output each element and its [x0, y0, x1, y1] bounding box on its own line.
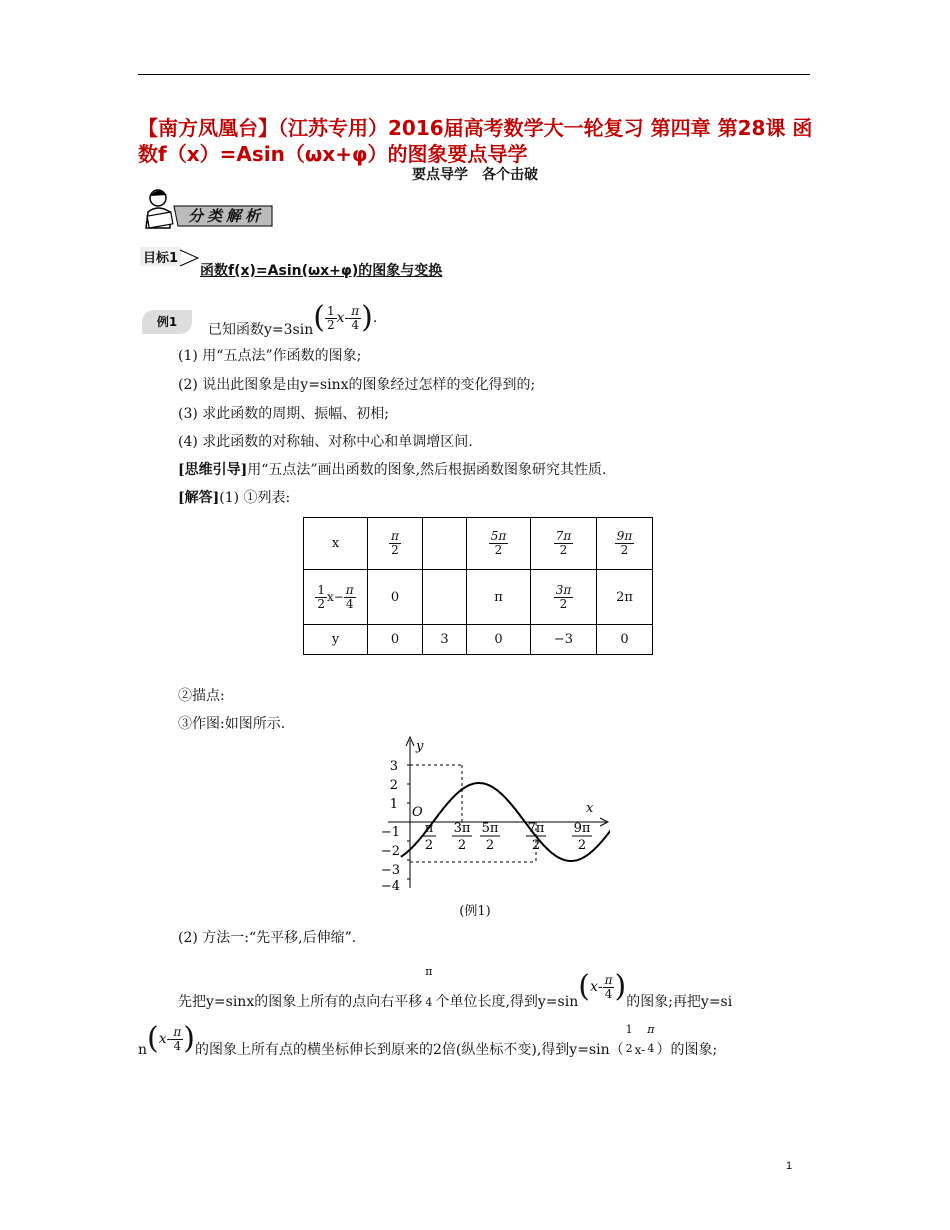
y-tick-label: −4	[380, 879, 400, 892]
transform-line-2: n(x- $\frac{\pi}{4}$ )的图象上所有点的横坐标伸长到原来的2倍(纵坐标不变),得到y=sin（ 1 2 x- π 4 ）的图象;	[138, 1021, 718, 1058]
table-cell: 0	[368, 625, 423, 655]
table-cell: $\frac{9\pi}{2}$	[597, 518, 653, 570]
x-tick-label	[572, 821, 592, 853]
svg-text:2: 2	[457, 838, 467, 853]
x-tick-label	[480, 821, 500, 853]
category-banner	[140, 186, 274, 230]
svg-text:9π: 9π	[573, 821, 591, 836]
x-tick-label	[422, 821, 436, 853]
figure-caption: (例1)	[459, 904, 491, 919]
y-tick-label: 1	[389, 797, 398, 812]
page-subtitle: 要点导学 各个击破	[412, 167, 538, 183]
svg-text:2: 2	[485, 838, 495, 853]
svg-text:3π: 3π	[453, 821, 471, 836]
table-cell: 0	[368, 570, 423, 625]
step-plot-points: ②描点:	[178, 688, 225, 704]
y-axis-label: y	[416, 739, 424, 754]
y-tick-label: 2	[389, 778, 398, 793]
x-ticks	[422, 821, 592, 853]
table-cell: −3	[531, 625, 597, 655]
table-cell: 3	[423, 625, 467, 655]
table-cell: $\frac{\pi}{2}$	[368, 518, 423, 570]
svg-text:2: 2	[531, 838, 541, 853]
svg-text:2: 2	[577, 838, 587, 853]
header-rule	[138, 74, 810, 75]
table-cell: $\frac{1}{2}$ x− $\frac{\pi}{4}$	[304, 570, 368, 625]
svg-text:7π: 7π	[527, 821, 545, 836]
table-cell: $\frac{3\pi}{2}$	[531, 570, 597, 625]
hint-line: [思维引导]用“五点法”画出函数的图象,然后根据函数图象研究其性质.	[178, 462, 607, 478]
table-cell: 2π	[597, 570, 653, 625]
example-statement: 已知函数y=3sin( $\frac{1}{2}$ x- $\frac{\pi}{4}$ ).	[208, 300, 378, 338]
target-heading: 函数f(x)=Asin(ωx+φ)的图象与变换	[200, 263, 443, 279]
svg-text:2: 2	[424, 838, 434, 853]
question-1: (1) 用“五点法”作函数的图象;	[178, 348, 362, 364]
table-row	[304, 625, 653, 655]
table-cell: π	[467, 570, 531, 625]
sine-graph	[360, 732, 610, 892]
transform-line-1: 先把y=sinx的图象上所有的点向右平移 π 4 个单位长度,得到y=sin(x- $\frac{\pi}{4}$ )的图象;再把y=si	[178, 965, 733, 1010]
table-row	[304, 518, 653, 570]
x-axis-label: x	[586, 801, 594, 816]
y-tick-label: −3	[380, 863, 400, 878]
y-tick-label: −2	[380, 844, 400, 859]
y-ticks	[381, 759, 410, 892]
table-cell	[423, 570, 467, 625]
table-cell: x	[304, 518, 368, 570]
table-cell: 0	[467, 625, 531, 655]
table-cell: $\frac{5\pi}{2}$	[467, 518, 531, 570]
table-cell: y	[304, 625, 368, 655]
five-point-table	[303, 517, 653, 655]
method-line: (2) 方法一:“先平移,后伸缩”.	[178, 930, 357, 946]
page-title: 【南方凤凰台】（江苏专用）2016届高考数学大一轮复习 第四章 第28课 函数f（x）=Asin（ωx+φ）的图象要点导学	[138, 116, 813, 166]
table-cell: $\frac{7\pi}{2}$	[531, 518, 597, 570]
target-tag: 目标1	[140, 247, 181, 266]
svg-text:5π: 5π	[481, 821, 499, 836]
x-tick-label	[452, 821, 472, 853]
question-2: (2) 说出此图象是由y=sinx的图象经过怎样的变化得到的;	[178, 377, 536, 393]
table-row	[304, 570, 653, 625]
y-tick-label: 3	[389, 759, 398, 774]
origin-label: O	[412, 805, 423, 820]
svg-text:π: π	[424, 821, 434, 836]
page-number: 1	[786, 1160, 793, 1172]
table-cell: 0	[597, 625, 653, 655]
table-cell	[423, 518, 467, 570]
answer-line: [解答](1) ①列表:	[178, 490, 291, 506]
example-badge: 例1	[142, 310, 192, 334]
step-draw: ③作图:如图所示.	[178, 716, 286, 732]
question-3: (3) 求此函数的周期、振幅、初相;	[178, 406, 389, 422]
question-4: (4) 求此函数的对称轴、对称中心和单调增区间.	[178, 434, 473, 450]
category-label: 分类解析	[188, 207, 265, 225]
y-tick-label: −1	[380, 825, 400, 840]
